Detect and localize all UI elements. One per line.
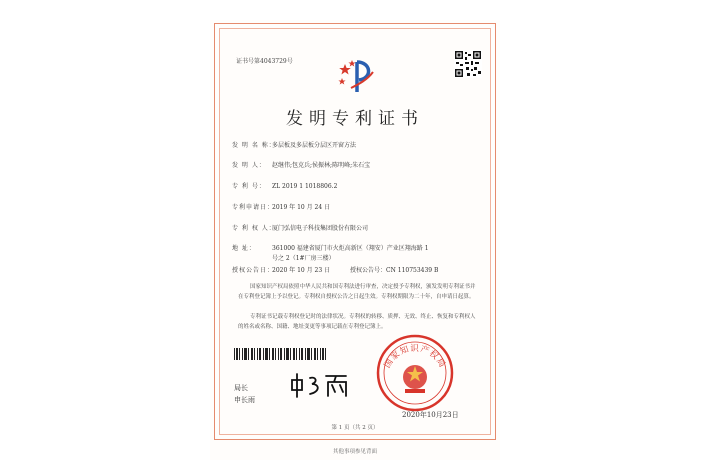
grant-number-label: 授权公告号： xyxy=(350,267,387,274)
patent-number-label: 专 利 号： xyxy=(232,183,266,190)
qr-code xyxy=(454,50,482,78)
body-paragraph-1: 国家知识产权局依照中华人民共和国专利法进行审查，决定授予专利权，颁发发明专利证书并在专利登记簿上予以登记。专利权自授权公告之日起生效。专利权期限为二十年，自申请日起算。 xyxy=(238,284,476,300)
body-paragraph-2: 专利证书记载专利权登记时的法律状况。专利权的转移、质押、无效、终止、恢复和专利权人的姓名或名称、国籍、地址变更等事项记载在专利登记簿上。 xyxy=(238,314,476,330)
grant-number-value: CN 110753439 B xyxy=(386,267,439,274)
filing-date-label: 专利申请日： xyxy=(232,204,275,211)
director-name: 申长雨 xyxy=(234,396,255,404)
barcode xyxy=(234,348,326,360)
grant-number-row xyxy=(350,265,438,274)
inventors-value: 赵继伟;包克兵;侯振林;陈明峰;朱石宝 xyxy=(272,162,371,169)
address-value-line2: 号之 2（1#厂房三楼） xyxy=(272,255,335,262)
filing-date-row xyxy=(232,202,330,211)
director-title: 局长 xyxy=(234,384,248,392)
inventors-row xyxy=(232,160,370,169)
invention-name-value: 多层板及多层板分层区开窗方法 xyxy=(272,142,357,149)
handwritten-signature xyxy=(288,370,352,400)
address-value-line1: 361000 福建省厦门市火炬高新区（翔安）产业区翔海路 1 xyxy=(272,245,429,252)
footer-note: 其他事项参见背面 xyxy=(332,449,377,455)
address-label: 地 址： xyxy=(232,245,256,252)
patentee-row xyxy=(232,223,368,232)
certificate-title: 发明专利证书 xyxy=(286,109,424,129)
patent-number-value: ZL 2019 1 1018806.2 xyxy=(272,183,338,190)
inventors-label: 发 明 人： xyxy=(232,162,266,169)
certificate-document xyxy=(210,20,500,460)
svg-text:国家知识产权局: 国家知识产权局 xyxy=(382,344,448,371)
grant-date-row xyxy=(232,265,330,274)
official-seal xyxy=(375,333,455,413)
certificate-number: 证书号第4043729号 xyxy=(236,58,293,65)
patent-number-row xyxy=(232,181,337,190)
patentee-value: 厦门弘信电子科技集团股份有限公司 xyxy=(272,225,369,232)
address-row xyxy=(232,243,429,252)
patentee-label: 专 利 权 人： xyxy=(232,225,276,232)
invention-name-row xyxy=(232,140,356,149)
filing-date-value: 2019 年 10 月 24 日 xyxy=(272,204,331,211)
grant-date-value: 2020 年 10 月 23 日 xyxy=(272,267,331,274)
issue-date: 2020年10月23日 xyxy=(402,411,459,419)
invention-name-label: 发 明 名 称： xyxy=(232,142,276,149)
grant-date-label: 授权公告日： xyxy=(232,267,275,274)
page-number: 第 1 页（共 2 页） xyxy=(331,425,379,431)
patent-office-logo xyxy=(337,58,377,96)
